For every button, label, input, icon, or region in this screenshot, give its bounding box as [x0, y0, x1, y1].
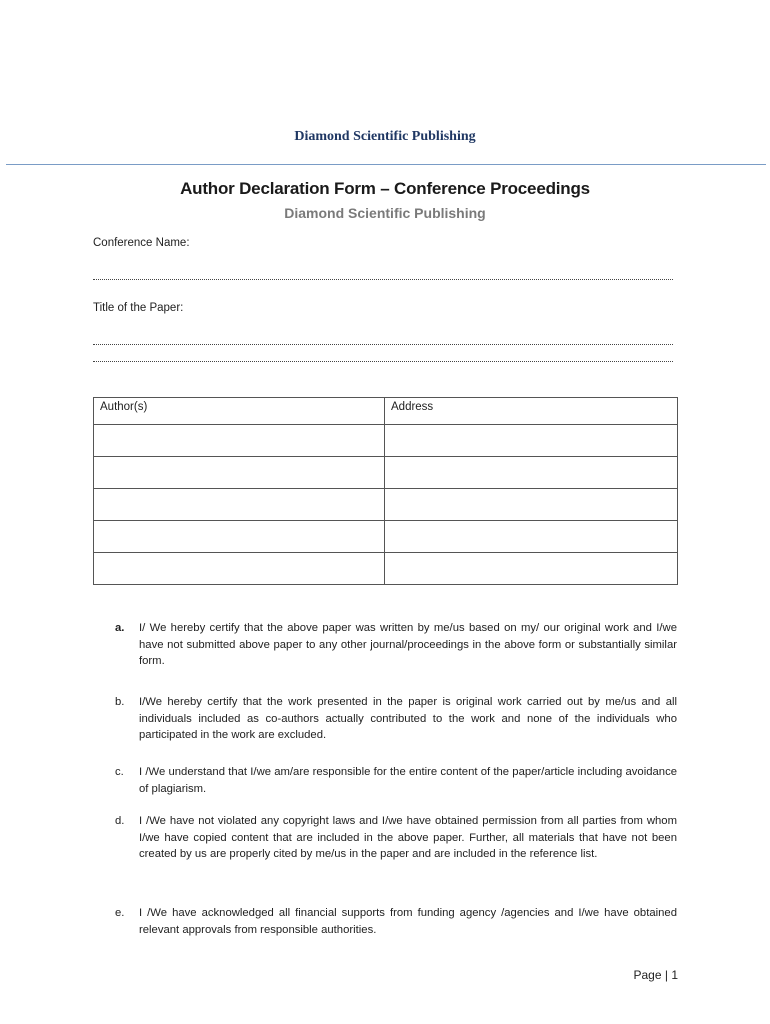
author-cell[interactable]	[94, 553, 385, 585]
author-cell[interactable]	[94, 425, 385, 457]
table-row	[94, 425, 678, 457]
address-cell[interactable]	[385, 489, 678, 521]
conference-name-field[interactable]	[93, 279, 673, 280]
authors-table	[93, 397, 678, 585]
paper-title-field-line-1[interactable]	[93, 344, 673, 345]
paper-title-field-line-2[interactable]	[93, 361, 673, 362]
table-row	[94, 553, 678, 585]
declaration-text: I /We understand that I/we am/are responsible for the entire content of the paper/article including avoidance of plagiarism.	[139, 766, 677, 795]
page-number-value: 1	[671, 968, 678, 982]
declaration-marker: c.	[115, 766, 124, 778]
declaration-marker: a.	[115, 622, 125, 634]
table-row	[94, 457, 678, 489]
author-cell[interactable]	[94, 521, 385, 553]
declaration-marker: d.	[115, 815, 125, 827]
declaration-text: I /We have not violated any copyright laws and I/we have obtained permission from all parties from whom I/we have copied content that are included in the above paper. Further, all materials that have not been created by us are properly cited by me/us in the paper and are included in the reference list.	[139, 815, 677, 860]
form-title: Author Declaration Form – Conference Proceedings	[180, 179, 590, 198]
declaration-marker: e.	[115, 907, 125, 919]
table-row	[94, 521, 678, 553]
address-cell[interactable]	[385, 425, 678, 457]
declaration-item-c	[115, 764, 677, 797]
author-cell[interactable]	[94, 457, 385, 489]
authors-column-header: Author(s)	[94, 398, 385, 425]
declaration-item-a	[115, 620, 677, 670]
page-number	[633, 968, 678, 982]
address-cell[interactable]	[385, 553, 678, 585]
declaration-marker: b.	[115, 696, 125, 708]
address-cell[interactable]	[385, 457, 678, 489]
header-publisher: Diamond Scientific Publishing	[294, 129, 476, 144]
declaration-item-b	[115, 694, 677, 744]
paper-title-label: Title of the Paper:	[93, 302, 184, 314]
declaration-text: I /We have acknowledged all financial supports from funding agency /agencies and I/we have obtained relevant approvals from responsible authorities.	[139, 907, 677, 936]
declaration-item-d	[115, 813, 677, 863]
page-label: Page |	[633, 968, 668, 982]
declaration-item-e	[115, 905, 677, 938]
declaration-text: I/ We hereby certify that the above paper was written by me/us based on my/ our original work and I/we have not submitted above paper to any other journal/proceedings in the above form or substantially similar form.	[139, 622, 677, 667]
address-column-header: Address	[385, 398, 678, 425]
table-row	[94, 489, 678, 521]
form-subtitle: Diamond Scientific Publishing	[284, 205, 486, 221]
declaration-text: I/We hereby certify that the work presented in the paper is original work carried out by me/us and all individuals included as co-authors actually contributed to the work and none of the individuals who participated in the work are excluded.	[139, 696, 677, 741]
table-header-row	[94, 398, 678, 425]
author-cell[interactable]	[94, 489, 385, 521]
header-divider	[6, 164, 766, 165]
address-cell[interactable]	[385, 521, 678, 553]
conference-name-label: Conference Name:	[93, 237, 190, 249]
